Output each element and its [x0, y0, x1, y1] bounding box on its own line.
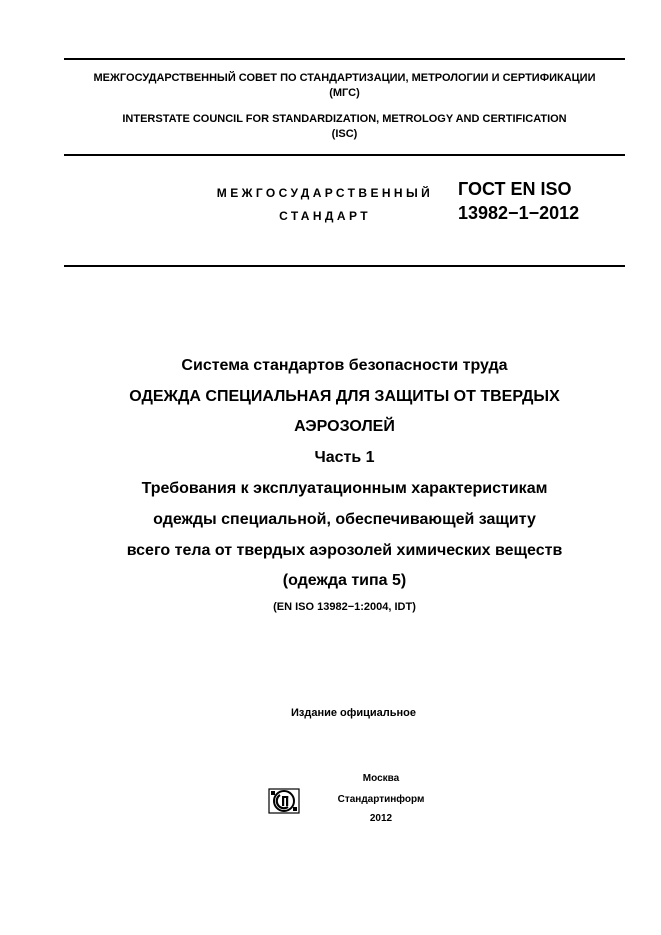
publisher-name: Стандартинформ: [337, 794, 425, 805]
title-subtitle-line2: одежды специальной, обеспечивающей защиту: [153, 511, 536, 528]
council-name-ru-line: МЕЖГОСУДАРСТВЕННЫЙ СОВЕТ ПО СТАНДАРТИЗАЦИИ, МЕТРОЛОГИИ И СЕРТИФИКАЦИИ: [93, 72, 596, 84]
council-abbr-en: (ISC): [331, 128, 358, 140]
middle-rule: [64, 154, 625, 156]
standard-code: ГОСТ EN ISO: [458, 179, 572, 199]
council-name-en: [64, 112, 625, 142]
title-main-line2: АЭРОЗОЛЕЙ: [294, 418, 395, 435]
council-abbr-ru: (МГС): [329, 87, 360, 99]
publication-year: 2012: [369, 813, 393, 824]
council-name-ru: [64, 71, 625, 101]
top-rule: [64, 58, 625, 60]
title-main-line1: ОДЕЖДА СПЕЦИАЛЬНАЯ ДЛЯ ЗАЩИТЫ ОТ ТВЕРДЫХ: [129, 388, 560, 405]
title-part: Часть 1: [314, 449, 375, 466]
title-subtitle-line1: Требования к эксплуатационным характеристикам: [141, 480, 548, 497]
title-subtitle-line3: всего тела от твердых аэрозолей химических веществ: [126, 542, 563, 559]
bottom-rule: [64, 265, 625, 267]
iso-reference: (EN ISO 13982−1:2004, IDT): [273, 601, 416, 613]
standard-type-label: МЕЖГОСУДАРСТВЕННЫЙ: [216, 186, 434, 200]
standartinform-logo-icon: [268, 786, 300, 816]
standard-type-label-2: СТАНДАРТ: [279, 209, 371, 223]
standard-number: 13982−1−2012: [458, 203, 580, 223]
title-system: Система стандартов безопасности труда: [181, 357, 508, 374]
title-subtitle-line4: (одежда типа 5): [282, 572, 407, 589]
council-name-en-line: INTERSTATE COUNCIL FOR STANDARDIZATION, METROLOGY AND CERTIFICATION: [122, 113, 567, 125]
publisher-city: Москва: [362, 773, 400, 784]
logo-graphic: [268, 786, 300, 816]
edition-note: Издание официальное: [290, 707, 417, 719]
